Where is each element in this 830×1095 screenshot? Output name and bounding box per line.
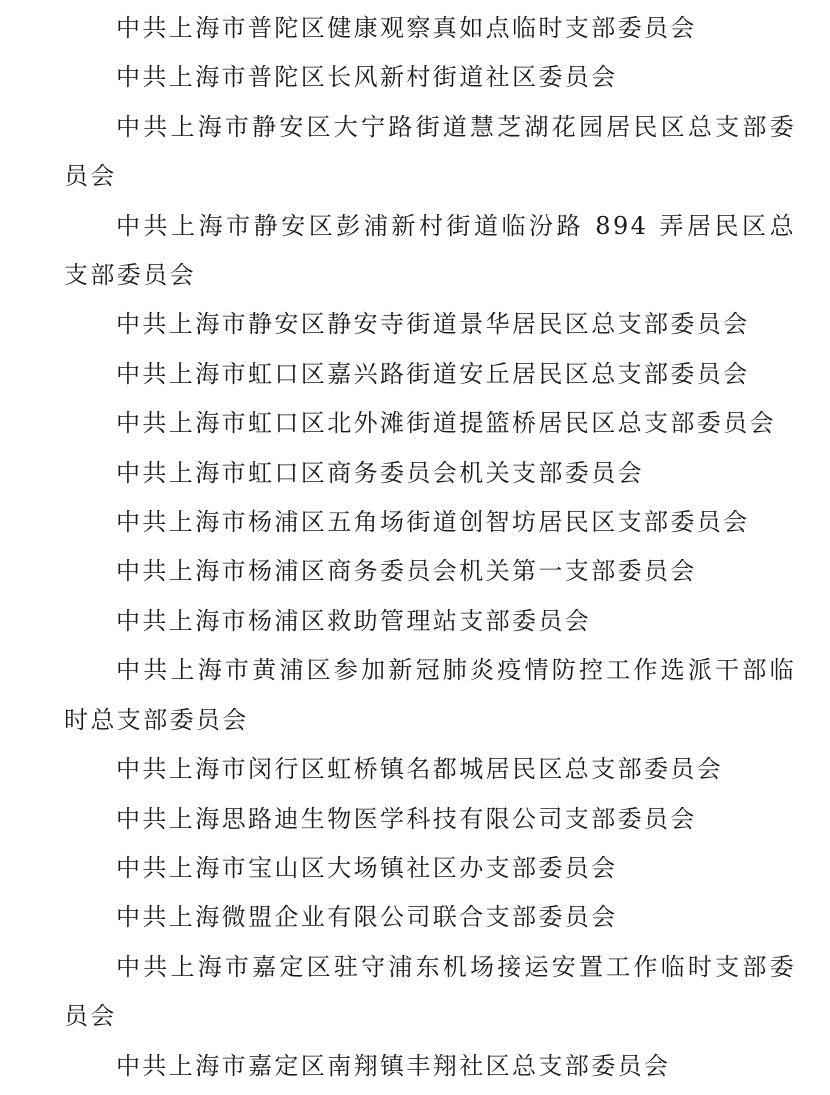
list-item: 中共上海市杨浦区商务委员会机关第一支部委员会: [116, 557, 697, 586]
list-item: 中共上海市虹口区商务委员会机关支部委员会: [116, 458, 644, 487]
list-item: 中共上海思路迪生物医学科技有限公司支部委员会: [116, 804, 697, 833]
list-item: 中共上海市嘉定区南翔镇丰翔社区总支部委员会: [116, 1051, 671, 1080]
list-item: 中共上海市嘉定区驻守浦东机场接运安置工作临时支部委员会: [64, 952, 796, 1031]
list-item: 中共上海市普陀区健康观察真如点临时支部委员会: [116, 14, 697, 42]
list-item: 中共上海市黄浦区参加新冠肺炎疫情防控工作选派干部临时总支部委员会: [64, 656, 796, 734]
list-item: 中共上海市虹口区嘉兴路街道安丘居民区总支部委员会: [116, 359, 750, 388]
list-item: 中共上海市静安区大宁路街道慧芝湖花园居民区总支部委员会: [64, 112, 796, 191]
list-item: 中共上海市杨浦区五角场街道创智坊居民区支部委员会: [116, 508, 750, 537]
list-item: 中共上海市虹口区北外滩街道提篮桥居民区总支部委员会: [116, 409, 776, 438]
list-item: 中共上海市静安区静安寺街道景华居民区总支部委员会: [116, 310, 750, 339]
list-item: 中共上海市杨浦区救助管理站支部委员会: [116, 606, 592, 635]
document-body: [64, 4, 796, 1091]
list-item: 中共上海市宝山区大场镇社区办支部委员会: [116, 853, 618, 882]
list-item: 中共上海微盟企业有限公司联合支部委员会: [116, 903, 618, 932]
list-item: 中共上海市静安区彭浦新村街道临汾路 894 弄居民区总支部委员会: [64, 211, 796, 290]
list-item: 中共上海市普陀区长风新村街道社区委员会: [116, 63, 618, 92]
list-item: 中共上海市闵行区虹桥镇名都城居民区总支部委员会: [116, 755, 724, 784]
